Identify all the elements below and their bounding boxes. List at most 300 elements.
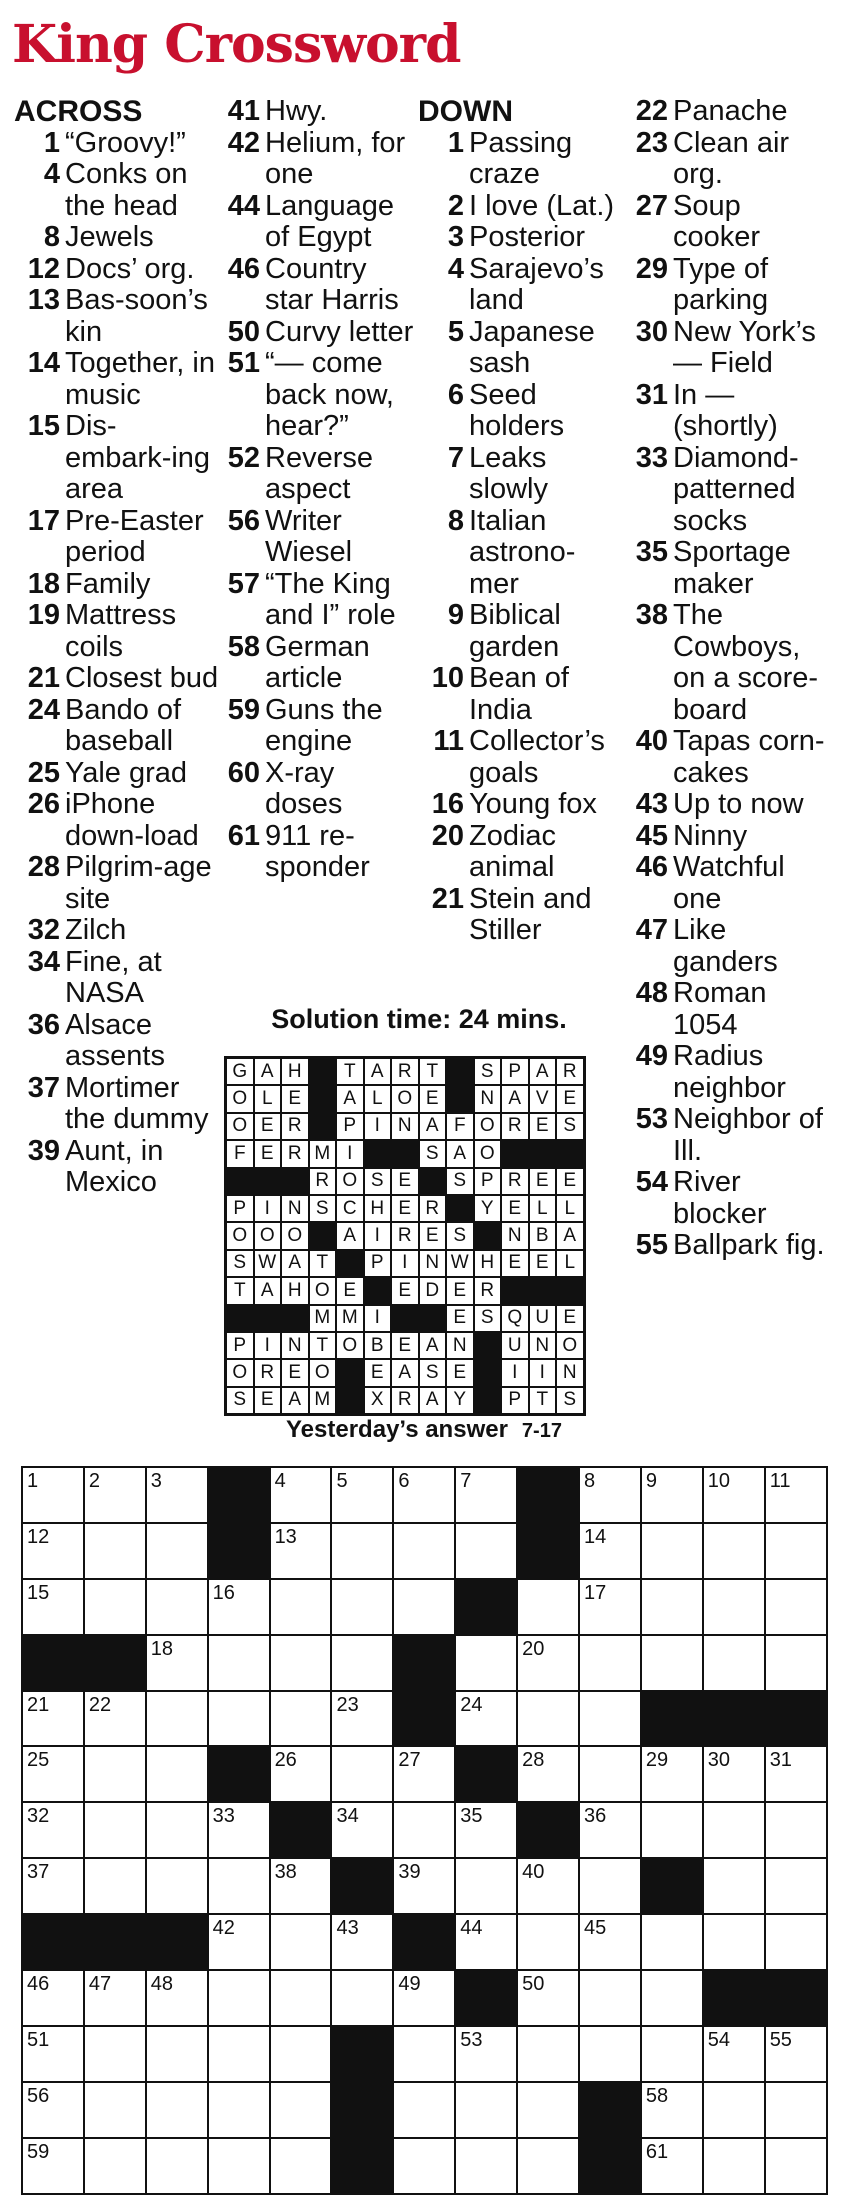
answer-letter: E — [254, 1113, 282, 1140]
cell-number: 7 — [460, 1470, 472, 1492]
clue-number: 53 — [635, 1103, 668, 1135]
grid-cell[interactable] — [704, 2083, 766, 2139]
grid-cell[interactable] — [147, 1468, 209, 1524]
grid-cell[interactable] — [271, 1468, 333, 1524]
grid-cell[interactable] — [642, 1580, 704, 1636]
grid-cell[interactable] — [147, 1747, 209, 1803]
page-title: King Crossword — [12, 14, 461, 75]
answer-letter: Q — [501, 1305, 529, 1332]
cell-number: 39 — [398, 1861, 421, 1884]
down-clue — [622, 1230, 827, 1262]
grid-cell[interactable] — [580, 1580, 642, 1636]
black-square — [309, 1058, 337, 1085]
black-square — [23, 1915, 85, 1971]
grid-cell[interactable] — [332, 1803, 394, 1859]
grid-cell[interactable] — [456, 1636, 518, 1692]
grid-cell[interactable] — [209, 1636, 271, 1692]
grid-cell[interactable] — [85, 1747, 147, 1803]
grid-cell[interactable] — [147, 2027, 209, 2083]
grid-cell[interactable] — [766, 1803, 828, 1859]
grid-cell[interactable] — [85, 1803, 147, 1859]
grid-cell[interactable] — [147, 2139, 209, 2195]
clue-number: 18 — [27, 567, 60, 600]
grid-cell[interactable] — [580, 1692, 642, 1748]
answer-letter: M — [309, 1305, 337, 1332]
grid-cell[interactable] — [23, 1580, 85, 1636]
grid-cell[interactable] — [394, 1747, 456, 1803]
clue-number: 21 — [431, 882, 464, 915]
grid-cell[interactable] — [85, 1524, 147, 1580]
grid-cell[interactable] — [766, 1468, 828, 1524]
grid-cell[interactable] — [518, 2027, 580, 2083]
grid-cell[interactable] — [209, 1580, 271, 1636]
cell-number: 15 — [27, 1581, 50, 1604]
grid-cell[interactable] — [518, 1971, 580, 2027]
answer-letter: T — [419, 1058, 447, 1085]
grid-cell[interactable] — [704, 1803, 766, 1859]
answer-letter: N — [446, 1332, 474, 1359]
black-square — [580, 2083, 642, 2139]
across-clue — [214, 821, 419, 884]
grid-cell[interactable] — [394, 2027, 456, 2083]
grid-cell[interactable] — [271, 1971, 333, 2027]
answer-letter: R — [254, 1359, 282, 1386]
clue-text: Posterior — [469, 221, 586, 253]
clue-text: Writer Wiesel — [265, 504, 353, 568]
grid-cell[interactable] — [766, 1859, 828, 1915]
grid-cell[interactable] — [271, 2139, 333, 2195]
black-square — [446, 1085, 474, 1112]
grid-cell[interactable] — [85, 2027, 147, 2083]
answer-letter: S — [364, 1168, 392, 1195]
grid-cell[interactable] — [642, 1915, 704, 1971]
grid-cell[interactable] — [147, 1636, 209, 1692]
grid-cell[interactable] — [23, 1971, 85, 2027]
answer-letter: V — [529, 1085, 557, 1112]
grid-cell[interactable] — [518, 2083, 580, 2139]
down-clue — [622, 1167, 827, 1230]
answer-letter: S — [309, 1195, 337, 1222]
answer-letter: P — [364, 1250, 392, 1277]
grid-cell[interactable] — [766, 1915, 828, 1971]
answer-letter: R — [474, 1277, 502, 1304]
grid-cell[interactable] — [704, 1468, 766, 1524]
answer-letter: O — [226, 1113, 254, 1140]
cell-number: 4 — [274, 1470, 286, 1492]
grid-cell[interactable] — [147, 2083, 209, 2139]
black-square — [209, 1524, 271, 1580]
grid-cell[interactable] — [209, 2027, 271, 2083]
clue-text: Young fox — [469, 788, 597, 820]
answer-letter: O — [474, 1113, 502, 1140]
across-clue — [14, 569, 219, 601]
black-square — [332, 1859, 394, 1915]
clue-number: 26 — [27, 788, 60, 820]
grid-cell[interactable] — [271, 1915, 333, 1971]
clue-number: 5 — [447, 315, 464, 348]
across-clue — [14, 506, 219, 569]
answer-letter: P — [501, 1387, 529, 1414]
grid-cell[interactable] — [147, 1524, 209, 1580]
black-square — [474, 1332, 502, 1359]
answer-letter: N — [501, 1222, 529, 1249]
black-square — [309, 1222, 337, 1249]
grid-cell[interactable] — [518, 2139, 580, 2195]
grid-cell[interactable] — [85, 1468, 147, 1524]
grid-cell[interactable] — [147, 1692, 209, 1748]
grid-cell[interactable] — [704, 1524, 766, 1580]
grid-cell[interactable] — [456, 1524, 518, 1580]
answer-letter: L — [556, 1195, 584, 1222]
across-clue — [14, 758, 219, 790]
grid-cell[interactable] — [518, 1692, 580, 1748]
grid-cell[interactable] — [332, 1636, 394, 1692]
answer-letter: P — [501, 1058, 529, 1085]
clue-number: 15 — [27, 410, 60, 442]
black-square — [394, 1692, 456, 1748]
grid-cell[interactable] — [704, 2027, 766, 2083]
clue-text: Mortimer the dummy — [65, 1071, 209, 1135]
grid-cell[interactable] — [23, 1747, 85, 1803]
answer-letter: O — [254, 1222, 282, 1249]
grid-cell[interactable] — [766, 2083, 828, 2139]
grid-cell[interactable] — [580, 1915, 642, 1971]
clue-text: New York’s — Field — [673, 315, 816, 379]
across-clue — [14, 348, 219, 411]
answer-letter: O — [391, 1085, 419, 1112]
clue-text: Helium, for one — [265, 126, 406, 190]
grid-cell[interactable] — [580, 1971, 642, 2027]
answer-letter: L — [529, 1195, 557, 1222]
answer-letter: S — [419, 1140, 447, 1167]
down-clue — [622, 726, 827, 789]
black-square — [394, 1636, 456, 1692]
grid-cell[interactable] — [642, 1971, 704, 2027]
grid-cell[interactable] — [456, 1692, 518, 1748]
black-square — [456, 1580, 518, 1636]
answer-letter: E — [446, 1305, 474, 1332]
grid-cell[interactable] — [766, 1747, 828, 1803]
grid-cell[interactable] — [580, 1803, 642, 1859]
grid-cell[interactable] — [209, 2083, 271, 2139]
grid-cell[interactable] — [642, 1803, 704, 1859]
clue-text: Family — [65, 567, 151, 600]
grid-cell[interactable] — [704, 1747, 766, 1803]
clue-number: 7 — [447, 441, 464, 474]
clue-number: 43 — [635, 788, 668, 820]
clue-number: 44 — [227, 189, 260, 222]
answer-letter: S — [474, 1305, 502, 1332]
answer-letter: S — [474, 1058, 502, 1085]
answer-letter: E — [419, 1222, 447, 1249]
answer-letter: L — [556, 1250, 584, 1277]
answer-letter: N — [391, 1113, 419, 1140]
grid-cell[interactable] — [766, 2139, 828, 2195]
answer-letter: M — [336, 1305, 364, 1332]
down-clue — [418, 443, 623, 506]
answer-letter: H — [364, 1195, 392, 1222]
clue-text: Conks on the head — [65, 158, 188, 222]
grid-cell[interactable] — [704, 1915, 766, 1971]
cell-number: 51 — [27, 2028, 50, 2051]
down-clue — [622, 821, 827, 853]
across-clue — [214, 317, 419, 349]
across-clue — [214, 191, 419, 254]
grid-cell[interactable] — [85, 2139, 147, 2195]
answer-letter: O — [226, 1359, 254, 1386]
clue-number: 48 — [635, 977, 668, 1009]
grid-cell[interactable] — [642, 1636, 704, 1692]
grid-cell[interactable] — [394, 1524, 456, 1580]
grid-cell[interactable] — [332, 1915, 394, 1971]
down-clue — [622, 789, 827, 821]
grid-cell[interactable] — [209, 2139, 271, 2195]
grid-cell[interactable] — [642, 2139, 704, 2195]
cell-number: 14 — [584, 1525, 607, 1548]
across-clue — [214, 348, 419, 443]
grid-cell[interactable] — [209, 1971, 271, 2027]
answer-letter: E — [281, 1359, 309, 1386]
across-clue — [14, 695, 219, 758]
grid-cell[interactable] — [271, 2027, 333, 2083]
across-clue — [14, 789, 219, 852]
grid-cell[interactable] — [766, 1580, 828, 1636]
grid-cell[interactable] — [456, 2083, 518, 2139]
answer-letter: E — [556, 1168, 584, 1195]
grid-cell[interactable] — [394, 1859, 456, 1915]
grid-cell[interactable] — [147, 1971, 209, 2027]
grid-cell[interactable] — [518, 1915, 580, 1971]
grid-cell[interactable] — [580, 2027, 642, 2083]
crossword-grid — [21, 1466, 828, 2195]
black-square — [642, 1692, 704, 1748]
clue-number: 14 — [27, 347, 60, 379]
clue-text: Bas-soon’s kin — [65, 284, 208, 348]
grid-cell[interactable] — [456, 2139, 518, 2195]
down-clue — [418, 600, 623, 663]
answer-letter: H — [281, 1058, 309, 1085]
across-clue — [14, 947, 219, 1010]
grid-cell[interactable] — [209, 1692, 271, 1748]
answer-letter: N — [529, 1332, 557, 1359]
grid-cell[interactable] — [23, 2139, 85, 2195]
clue-number: 31 — [635, 378, 668, 411]
grid-cell[interactable] — [394, 1971, 456, 2027]
down-clues-column-1 — [418, 96, 623, 947]
grid-cell[interactable] — [456, 1803, 518, 1859]
answer-letter: F — [226, 1140, 254, 1167]
black-square — [332, 2139, 394, 2195]
clue-number: 49 — [635, 1040, 668, 1072]
grid-cell[interactable] — [332, 1524, 394, 1580]
answer-letter: E — [556, 1085, 584, 1112]
grid-cell[interactable] — [271, 1692, 333, 1748]
black-square — [309, 1113, 337, 1140]
answer-letter: A — [556, 1222, 584, 1249]
answer-letter: S — [556, 1113, 584, 1140]
grid-cell[interactable] — [23, 1859, 85, 1915]
grid-cell[interactable] — [23, 1692, 85, 1748]
clue-text: Reverse aspect — [265, 441, 373, 505]
grid-cell[interactable] — [147, 1580, 209, 1636]
answer-letter: E — [254, 1140, 282, 1167]
answer-letter: P — [226, 1332, 254, 1359]
grid-cell[interactable] — [580, 1636, 642, 1692]
grid-cell[interactable] — [209, 1803, 271, 1859]
answer-letter: A — [419, 1113, 447, 1140]
down-clue — [418, 191, 623, 223]
clue-text: Stein and Stiller — [469, 882, 592, 946]
grid-cell[interactable] — [704, 1859, 766, 1915]
grid-cell[interactable] — [580, 1859, 642, 1915]
grid-cell[interactable] — [147, 1859, 209, 1915]
grid-cell[interactable] — [456, 1859, 518, 1915]
grid-cell[interactable] — [518, 1747, 580, 1803]
grid-cell[interactable] — [766, 1636, 828, 1692]
cell-number: 10 — [707, 1470, 731, 1492]
grid-cell[interactable] — [518, 1636, 580, 1692]
clue-text: Ninny — [673, 819, 748, 852]
grid-cell[interactable] — [332, 1971, 394, 2027]
grid-cell[interactable] — [332, 1580, 394, 1636]
grid-cell[interactable] — [332, 1468, 394, 1524]
cell-number: 61 — [645, 2140, 669, 2163]
black-square — [501, 1277, 529, 1304]
answer-letter: W — [446, 1250, 474, 1277]
answer-letter: S — [446, 1168, 474, 1195]
cell-number: 26 — [274, 1749, 297, 1772]
grid-cell[interactable] — [766, 2027, 828, 2083]
grid-cell[interactable] — [704, 1636, 766, 1692]
cell-number: 56 — [27, 2084, 50, 2107]
clue-number: 8 — [447, 504, 464, 537]
answer-letter: Y — [446, 1387, 474, 1414]
black-square — [209, 1468, 271, 1524]
grid-cell[interactable] — [394, 1468, 456, 1524]
grid-cell[interactable] — [85, 1580, 147, 1636]
grid-cell[interactable] — [518, 1580, 580, 1636]
grid-cell[interactable] — [23, 2027, 85, 2083]
cell-number: 42 — [212, 1917, 235, 1940]
answer-letter: O — [226, 1085, 254, 1112]
answer-letter: H — [474, 1250, 502, 1277]
answer-letter: N — [281, 1332, 309, 1359]
grid-cell[interactable] — [580, 1524, 642, 1580]
clue-text: Soup cooker — [673, 189, 761, 253]
grid-cell[interactable] — [271, 1524, 333, 1580]
across-clue — [14, 663, 219, 695]
answer-letter: O — [309, 1359, 337, 1386]
across-clue — [14, 600, 219, 663]
grid-cell[interactable] — [23, 1803, 85, 1859]
clue-text: Zodiac animal — [469, 819, 557, 883]
clue-number: 55 — [635, 1229, 668, 1261]
cell-number: 24 — [460, 1693, 483, 1716]
grid-cell[interactable] — [642, 1468, 704, 1524]
grid-cell[interactable] — [271, 1580, 333, 1636]
clue-number: 2 — [447, 189, 464, 222]
grid-cell[interactable] — [580, 1468, 642, 1524]
grid-cell[interactable] — [271, 1747, 333, 1803]
grid-cell[interactable] — [85, 1859, 147, 1915]
grid-cell[interactable] — [704, 1580, 766, 1636]
answer-letter: R — [501, 1113, 529, 1140]
clue-number: 57 — [227, 567, 260, 600]
answer-letter: S — [419, 1359, 447, 1386]
answer-letter: M — [309, 1140, 337, 1167]
cell-number: 29 — [645, 1749, 669, 1772]
answer-letter: R — [281, 1113, 309, 1140]
grid-cell[interactable] — [209, 1859, 271, 1915]
grid-cell[interactable] — [271, 1636, 333, 1692]
grid-cell[interactable] — [394, 1803, 456, 1859]
answer-letter: O — [336, 1332, 364, 1359]
black-square — [446, 1195, 474, 1222]
grid-cell[interactable] — [518, 1859, 580, 1915]
grid-cell[interactable] — [23, 1468, 85, 1524]
grid-cell[interactable] — [642, 1747, 704, 1803]
across-clue — [14, 128, 219, 160]
grid-cell[interactable] — [456, 1915, 518, 1971]
black-square — [336, 1387, 364, 1414]
grid-cell[interactable] — [394, 2139, 456, 2195]
across-clue — [14, 1136, 219, 1199]
down-clue — [622, 978, 827, 1041]
grid-cell[interactable] — [766, 1524, 828, 1580]
clue-text: Jewels — [65, 221, 154, 253]
grid-cell[interactable] — [456, 2027, 518, 2083]
black-square — [336, 1359, 364, 1386]
down-clue — [418, 663, 623, 726]
answer-letter: E — [254, 1387, 282, 1414]
grid-cell[interactable] — [394, 2083, 456, 2139]
grid-cell[interactable] — [23, 1524, 85, 1580]
clue-text: Aunt, in Mexico — [65, 1134, 164, 1198]
grid-cell[interactable] — [456, 1468, 518, 1524]
answer-letter: O — [309, 1277, 337, 1304]
grid-cell[interactable] — [85, 1692, 147, 1748]
grid-cell[interactable] — [332, 1692, 394, 1748]
grid-cell[interactable] — [85, 2083, 147, 2139]
grid-cell[interactable] — [85, 1971, 147, 2027]
clue-number: 23 — [635, 126, 668, 159]
cell-number: 33 — [212, 1805, 235, 1828]
answer-letter: I — [501, 1359, 529, 1386]
black-square — [332, 2083, 394, 2139]
clue-text: Yale grad — [65, 756, 187, 789]
grid-cell[interactable] — [147, 1803, 209, 1859]
black-square — [209, 1747, 271, 1803]
cell-number: 59 — [27, 2140, 50, 2163]
grid-cell[interactable] — [642, 1524, 704, 1580]
grid-cell[interactable] — [642, 2083, 704, 2139]
answer-letter: A — [364, 1058, 392, 1085]
grid-cell[interactable] — [271, 2083, 333, 2139]
cell-number: 34 — [336, 1805, 359, 1828]
grid-cell[interactable] — [271, 1859, 333, 1915]
grid-cell[interactable] — [209, 1915, 271, 1971]
grid-cell[interactable] — [704, 2139, 766, 2195]
grid-cell[interactable] — [23, 2083, 85, 2139]
grid-cell[interactable] — [394, 1580, 456, 1636]
black-square — [85, 1636, 147, 1692]
black-square — [254, 1305, 282, 1332]
clue-number: 24 — [27, 693, 60, 726]
grid-cell[interactable] — [332, 1747, 394, 1803]
grid-cell[interactable] — [642, 2027, 704, 2083]
grid-cell[interactable] — [580, 1747, 642, 1803]
answer-letter: N — [556, 1359, 584, 1386]
